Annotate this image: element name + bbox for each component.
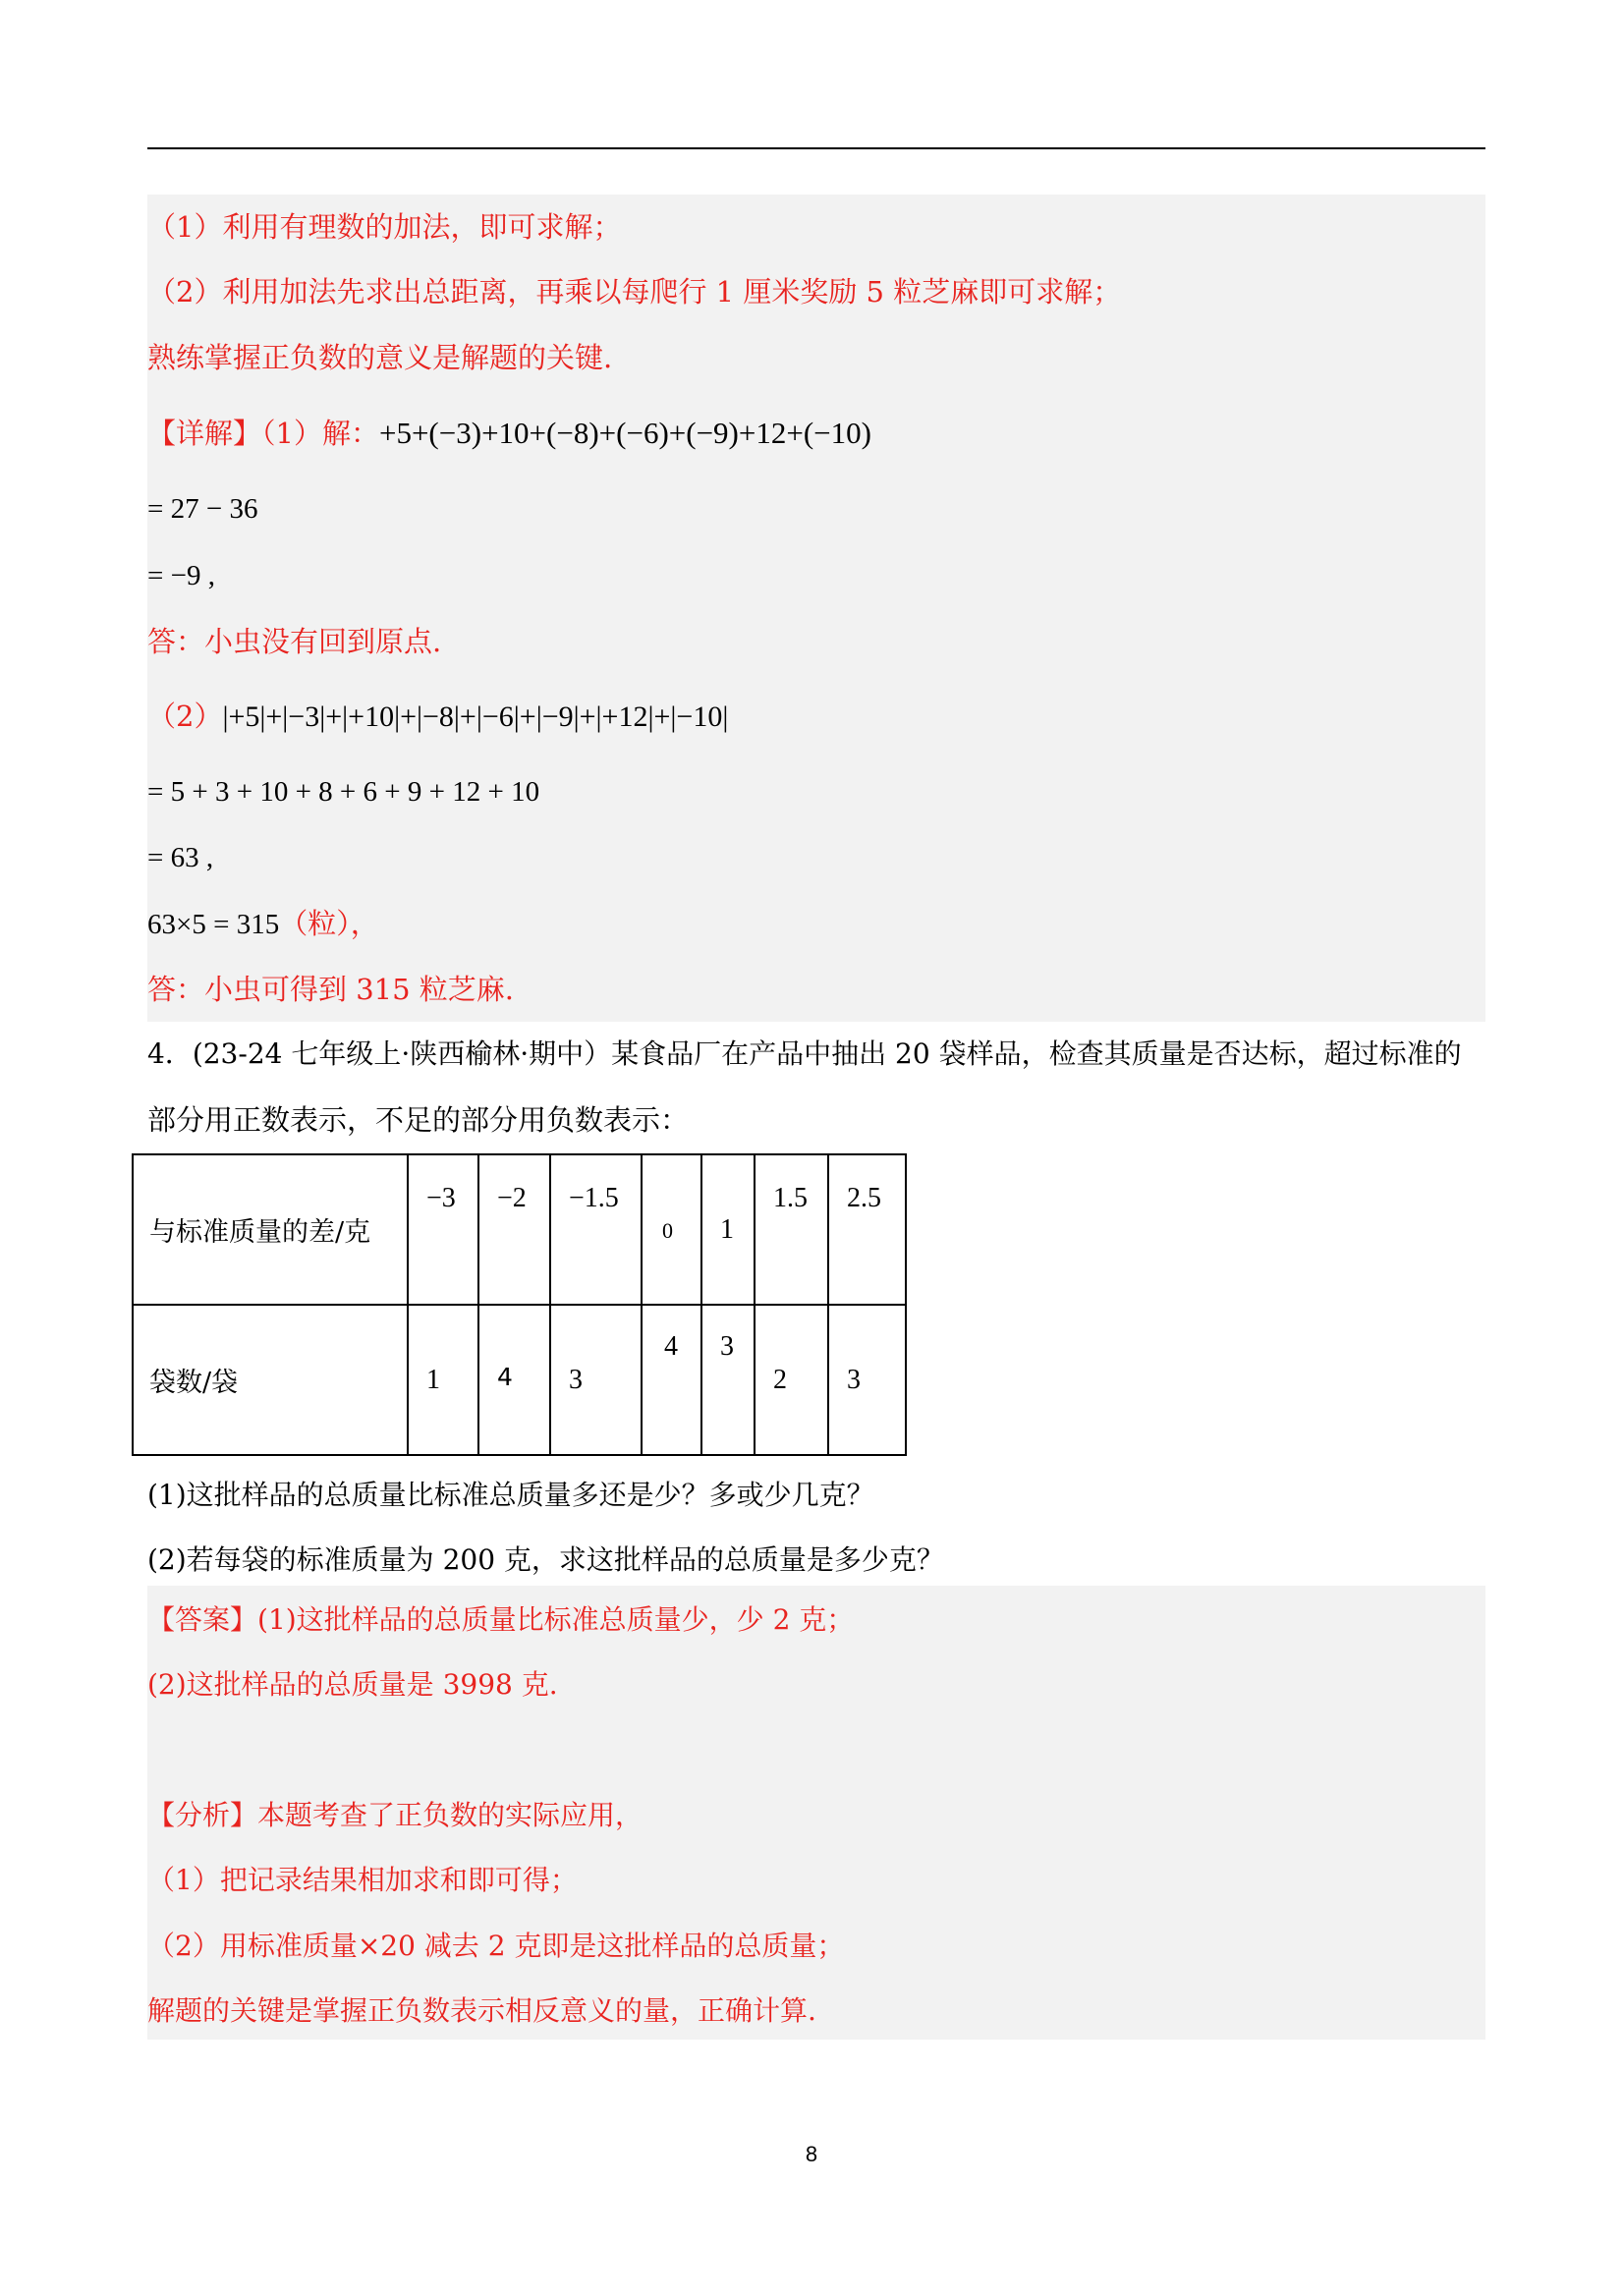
quality-table [132, 1153, 907, 1456]
analysis-label: 【分析】 [147, 1799, 258, 1831]
table-cell: 2.5 [828, 1154, 906, 1305]
detail-part1-label: （1）解： [261, 417, 379, 450]
analysis-point-2: （2）用标准质量×20 减去 2 克即是这批样品的总质量； [147, 1930, 845, 1962]
question-4-line-2: 部分用正数表示，不足的部分用负数表示： [147, 1103, 690, 1137]
detail-answer-2: 答：小虫可得到 315 粒芝麻. [147, 973, 515, 1006]
detail-expr-1: +5+(−3)+10+(−8)+(−6)+(−9)+12+(−10) [378, 416, 871, 450]
answer-1: (1)这批样品的总质量比标准总质量少，少 2 克； [257, 1603, 855, 1636]
detail-line [147, 414, 871, 453]
detail-step-5 [147, 904, 379, 944]
solution-block-top [147, 195, 1485, 1022]
detail-expr-2: |+5|+|−3|+|+10|+|−8|+|−6|+|−9|+|+12|+|−10| [222, 700, 729, 733]
table-row-bags [133, 1305, 906, 1455]
table-header-bags: 袋数/袋 [133, 1305, 408, 1455]
detail-step-1: = 27 − 36 [147, 493, 258, 525]
table-header-difference: 与标准质量的差/克 [133, 1154, 408, 1305]
page-number: 8 [805, 2142, 818, 2166]
table-cell: 3 [701, 1305, 755, 1455]
detail-step-2: = −9 , [147, 560, 215, 591]
analysis-intro-line [147, 1796, 643, 1835]
header-rule [147, 147, 1485, 149]
detail-part2-line [147, 697, 728, 737]
analysis-intro: 本题考查了正负数的实际应用， [257, 1799, 644, 1831]
detail-step-5-expr: 63×5 = 315 [147, 909, 280, 940]
analysis-point-1: （1）把记录结果相加求和即可得； [147, 1864, 578, 1896]
sub-question-1: (1)这批样品的总质量比标准总质量多还是少？多或少几克？ [147, 1479, 874, 1511]
answer-line-2: (2)这批样品的总质量是 3998 克. [147, 1668, 558, 1701]
table-row-difference [133, 1154, 906, 1305]
detail-step-4: = 63 , [147, 842, 214, 873]
question-4-line-1: 4．(23-24 七年级上·陕西榆林·期中）某食品厂在产品中抽出 20 袋样品，检查其质量是否达标，超过标准的 [147, 1037, 1462, 1070]
detail-step-3: = 5 + 3 + 10 + 8 + 6 + 9 + 12 + 10 [147, 776, 540, 808]
table-cell: −2 [478, 1154, 550, 1305]
detail-step-5-unit: （粒）， [279, 907, 379, 940]
table-cell: 4 [478, 1305, 550, 1455]
table-cell: 4 [642, 1305, 701, 1455]
detail-part2-label: （2） [147, 700, 223, 733]
table-cell: −3 [408, 1154, 478, 1305]
answer-label: 【答案】 [147, 1603, 258, 1636]
analysis-line-2: （2）利用加法先求出总距离，再乘以每爬行 1 厘米奖励 5 粒芝麻即可求解； [147, 275, 1122, 308]
table-cell: 2 [755, 1305, 828, 1455]
answer-line-1 [147, 1600, 854, 1640]
analysis-line-1: （1）利用有理数的加法，即可求解； [147, 210, 622, 244]
sub-question-2: (2)若每袋的标准质量为 200 克，求这批样品的总质量是多少克？ [147, 1543, 944, 1576]
detail-answer-1: 答：小虫没有回到原点. [147, 625, 442, 658]
detail-label: 【详解】 [147, 417, 262, 450]
table-cell: 3 [550, 1305, 642, 1455]
table-cell: 1 [408, 1305, 478, 1455]
analysis-line-3: 熟练掌握正负数的意义是解题的关键. [147, 341, 613, 374]
analysis-point-3: 解题的关键是掌握正负数表示相反意义的量，正确计算. [147, 1994, 816, 2027]
table-cell: 3 [828, 1305, 906, 1455]
table-cell: −1.5 [550, 1154, 642, 1305]
table-cell: 1 [701, 1154, 755, 1305]
table-cell: 0 [642, 1154, 701, 1305]
table-cell: 1.5 [755, 1154, 828, 1305]
